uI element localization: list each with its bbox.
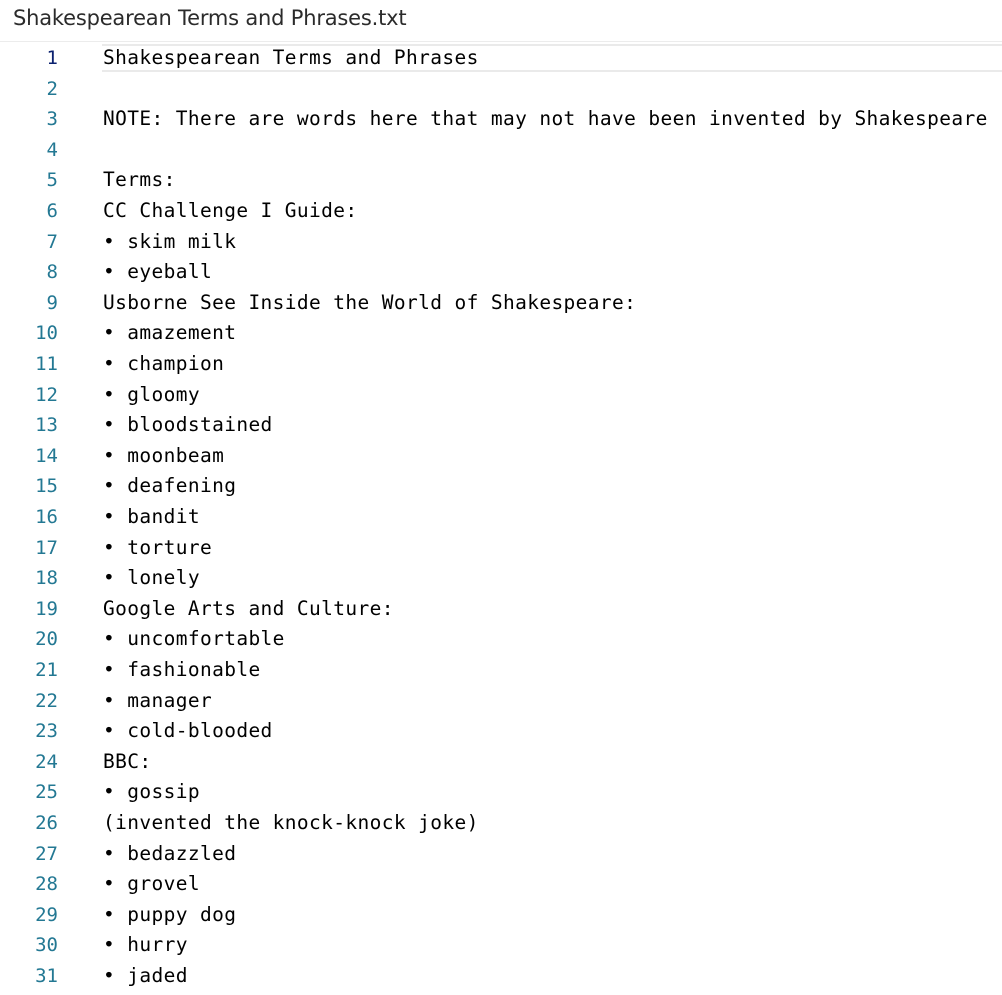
line-number: 4 [46,138,58,161]
editor-line[interactable] [0,869,1002,900]
line-number: 13 [35,414,58,437]
line-text[interactable]: • fashionable [103,658,261,681]
line-number: 23 [35,720,58,743]
line-number: 10 [35,322,58,345]
line-text[interactable]: • gossip [103,780,200,804]
editor-line[interactable] [0,808,1002,839]
line-number: 18 [35,567,58,590]
line-number: 29 [35,903,58,926]
line-text[interactable]: (invented the knock-knock joke) [103,811,479,834]
line-number: 19 [35,597,58,620]
line-text[interactable]: • jaded [103,964,188,987]
editor-line[interactable] [0,257,1002,288]
line-text[interactable]: • skim milk [103,229,237,253]
editor-line[interactable] [0,930,1002,961]
editor-line[interactable] [0,533,1002,564]
line-text[interactable]: • bedazzled [103,841,237,865]
line-number: 21 [35,659,58,681]
editor-line[interactable] [0,104,1002,135]
editor-line[interactable] [0,655,1002,686]
line-number: 22 [35,689,58,712]
line-number: 26 [35,812,58,834]
line-text[interactable]: NOTE: There are words here that may not have been invented by Shakespeare [103,107,988,131]
line-text[interactable]: • uncomfortable [103,627,285,651]
editor-line[interactable] [0,747,1002,778]
line-text[interactable]: • puppy dog [103,902,237,926]
line-number: 2 [46,77,58,100]
line-number: 8 [46,261,58,284]
editor-line[interactable] [0,318,1002,349]
editor-line[interactable] [0,380,1002,411]
line-number: 15 [35,475,58,498]
line-text[interactable]: • bloodstained [103,413,273,437]
line-number: 5 [46,169,58,192]
editor-line[interactable] [0,74,1002,105]
line-text[interactable]: • moonbeam [103,443,225,467]
line-text[interactable]: Google Arts and Culture: [103,596,394,620]
line-number: 6 [46,200,58,222]
editor-line[interactable] [0,43,1002,74]
editor-line[interactable] [0,227,1002,258]
line-text[interactable]: • champion [103,352,225,375]
line-text[interactable]: • eyeball [103,260,213,284]
line-number: 11 [35,353,58,375]
line-number: 25 [35,781,58,804]
editor-line[interactable] [0,563,1002,594]
editor-line[interactable] [0,349,1002,380]
line-text[interactable]: Shakespearean Terms and Phrases [103,46,479,69]
editor-line[interactable] [0,196,1002,227]
line-number: 9 [46,291,58,314]
editor-line[interactable] [0,839,1002,870]
text-editor[interactable] [0,43,1002,995]
line-number: 14 [35,444,58,467]
line-number: 12 [35,383,58,406]
line-text[interactable]: Terms: [103,168,176,192]
editor-line[interactable] [0,961,1002,992]
line-number: 27 [35,842,58,865]
line-text[interactable]: • deafening [103,474,237,498]
line-number: 28 [35,873,58,896]
line-text[interactable]: • torture [103,535,213,559]
file-title: Shakespearean Terms and Phrases.txt [13,6,407,30]
line-number: 30 [35,934,58,957]
line-number: 1 [46,47,58,69]
line-text[interactable]: BBC: [103,749,152,773]
editor-line[interactable] [0,471,1002,502]
line-number: 3 [46,108,58,131]
editor-line[interactable] [0,165,1002,196]
editor-line[interactable] [0,716,1002,747]
line-text[interactable]: • bandit [103,505,200,528]
line-number: 16 [35,506,58,528]
line-text[interactable]: • grovel [103,872,200,896]
editor-line[interactable] [0,900,1002,931]
line-number: 17 [35,536,58,559]
editor-line[interactable] [0,686,1002,717]
line-number: 7 [46,230,58,253]
title-bar [0,0,1002,42]
line-number: 24 [35,750,58,773]
line-text[interactable]: Usborne See Inside the World of Shakespeare: [103,290,637,314]
line-number: 20 [35,628,58,651]
line-text[interactable]: • gloomy [103,382,200,406]
line-text[interactable]: • lonely [103,566,200,590]
editor-line[interactable] [0,288,1002,319]
editor-line[interactable] [0,594,1002,625]
line-text[interactable]: • amazement [103,321,237,345]
editor-line[interactable] [0,624,1002,655]
editor-line[interactable] [0,410,1002,441]
editor-line[interactable] [0,777,1002,808]
line-number: 31 [35,965,58,987]
line-text[interactable]: • hurry [103,933,188,957]
line-text[interactable]: CC Challenge I Guide: [103,199,358,222]
line-text[interactable]: • manager [103,688,213,712]
editor-line[interactable] [0,502,1002,533]
editor-line[interactable] [0,441,1002,472]
editor-line[interactable] [0,135,1002,166]
line-text[interactable]: • cold-blooded [103,719,273,743]
